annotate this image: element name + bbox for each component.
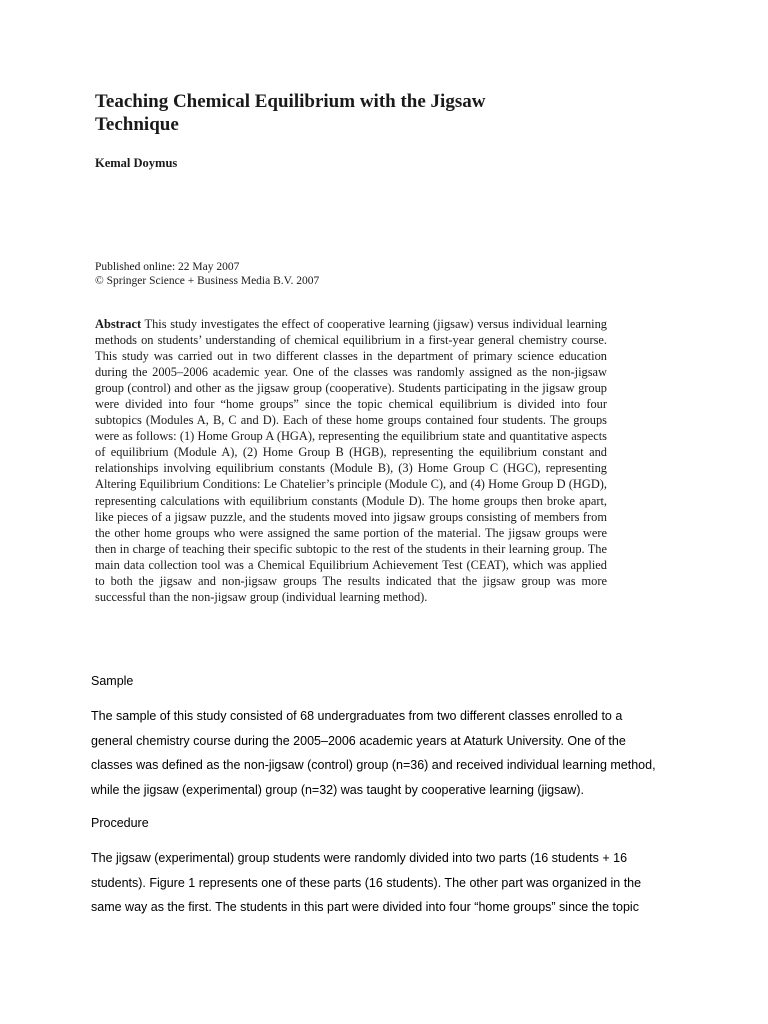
published-date: Published online: 22 May 2007	[95, 261, 240, 273]
paragraph-line: general chemistry course during the 2005–2006 academic years at Ataturk University. One of the	[91, 733, 626, 748]
section-heading-procedure: Procedure	[91, 816, 149, 830]
section-heading-sample: Sample	[91, 674, 134, 688]
abstract-label: Abstract	[95, 317, 142, 331]
paragraph-line: students). Figure 1 represents one of these parts (16 students). The other part was organized in the	[91, 875, 642, 890]
publication-info	[95, 260, 319, 288]
article-title-line-1: Teaching Chemical Equilibrium with the Jigsaw	[95, 91, 486, 112]
article-title-line-2: Technique	[95, 114, 179, 135]
paragraph-line: The jigsaw (experimental) group students were randomly divided into two parts (16 students + 16	[91, 851, 628, 865]
copyright-notice: © Springer Science + Business Media B.V. 2007	[95, 275, 320, 287]
abstract	[95, 316, 607, 605]
article-author: Kemal Doymus	[95, 156, 178, 170]
procedure-paragraph	[91, 846, 681, 920]
paragraph-line: The sample of this study consisted of 68 undergraduates from two different classes enrolled to a	[91, 709, 623, 723]
paragraph-line: classes was defined as the non-jigsaw (control) group (n=36) and received individual learning method,	[91, 758, 656, 772]
sample-paragraph	[91, 704, 681, 802]
paragraph-line: same way as the first. The students in this part were divided into four “home groups” since the topic	[91, 900, 639, 914]
paragraph-line: while the jigsaw (experimental) group (n=32) was taught by cooperative learning (jigsaw).	[91, 782, 584, 797]
article-title	[95, 90, 655, 136]
abstract-text: This study investigates the effect of cooperative learning (jigsaw) versus individual learning methods on students’ understanding of chemical equilibrium in a first-year general chemistry course. This study was carried out in two different classes in the department of primary science education during the 2005–2006 academic year. One of the classes was randomly assigned as the non-jigsaw group (control) and other as the jigsaw group (cooperative). Students participating in the jigsaw group were divided into four “home groups” since the topic chemical equilibrium is divided into four subtopics (Modules A, B, C and D). Each of these home groups contained four students. The groups were as follows: (1) Home Group A (HGA), representing the equilibrium state and quantitative aspects of equilibrium (Module A), (2) Home Group B (HGB), representing the equilibrium constant and relationships involving equilibrium constants (Module B), (3) Home Group C (HGC), representing Altering Equilibrium Conditions: Le Chatelier’s principle (Module C), and (4) Home Group D (HGD), representing calculations with equilibrium constants (Module D). The home groups then broke apart, like pieces of a jigsaw puzzle, and the students moved into jigsaw groups consisting of members from the other home groups who were assigned the same portion of the material. The jigsaw groups were then in charge of teaching their specific subtopic to the rest of the students in their learning group. The main data collection tool was a Chemical Equilibrium Achievement Test (CEAT), which was applied to both the jigsaw and non-jigsaw groups The results indicated that the jigsaw group was more successful than the non-jigsaw group (individual learning method).	[95, 317, 608, 604]
